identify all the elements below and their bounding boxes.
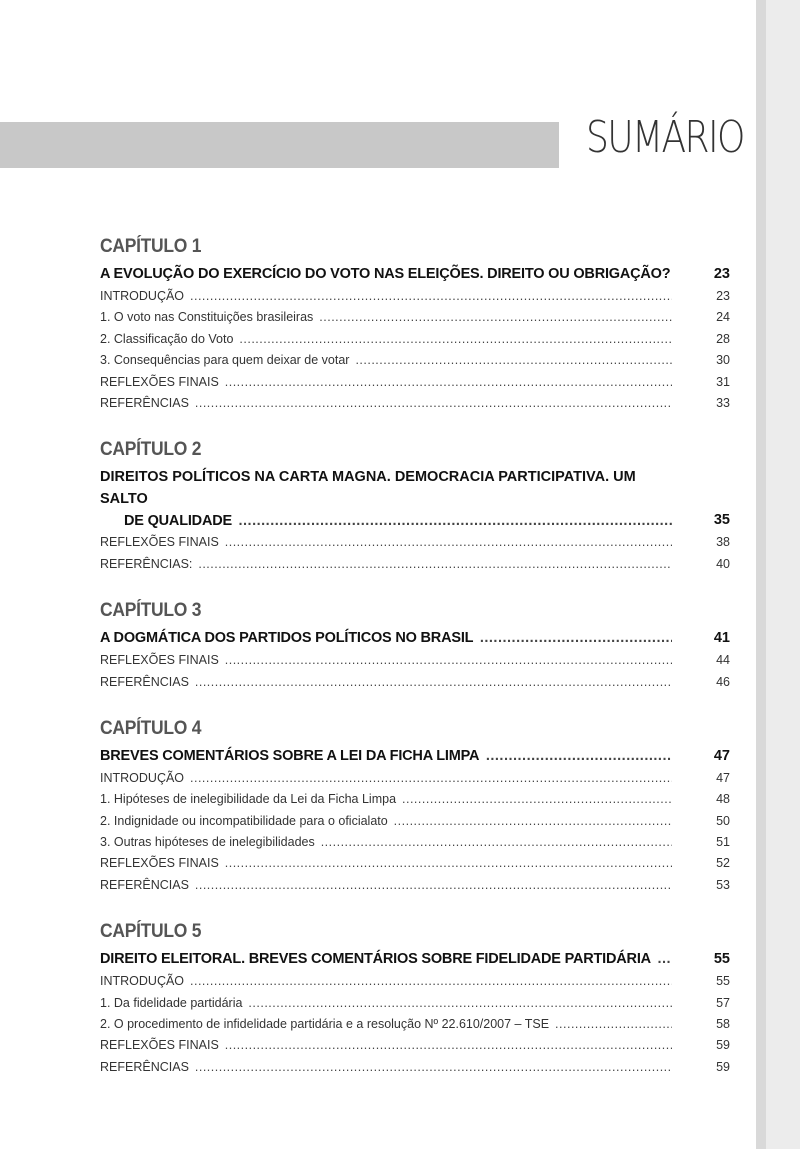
entry-text: 3. Outras hipóteses de inelegibilidades <box>100 835 315 850</box>
dot-leader <box>244 996 672 1010</box>
toc-entry[interactable] <box>100 993 730 1014</box>
dot-leader <box>317 835 672 849</box>
toc-entry[interactable] <box>100 1035 730 1056</box>
chapter-title: DIREITO ELEITORAL. BREVES COMENTÁRIOS SOBRE FIDELIDADE PARTIDÁRIA <box>100 951 651 968</box>
page-number: 59 <box>716 1059 730 1074</box>
chapter-title-entry[interactable] <box>100 948 730 971</box>
page-number: 59 <box>716 1038 730 1053</box>
page-number: 44 <box>716 653 730 668</box>
entry-text: 1. Da fidelidade partidária <box>100 995 243 1010</box>
chapter-3 <box>100 599 730 693</box>
page-number: 33 <box>716 395 730 410</box>
entry-text: INTRODUÇÃO <box>100 974 185 989</box>
page-number: 47 <box>713 747 730 764</box>
page-number: 23 <box>716 288 730 303</box>
entry-text: 1. O voto nas Constituições brasileiras <box>100 310 314 325</box>
toc-entry[interactable] <box>100 372 730 393</box>
dot-leader <box>315 310 672 324</box>
page-number: 52 <box>716 856 730 871</box>
entry-text: REFERÊNCIAS: <box>100 556 193 571</box>
entry-text: INTRODUÇÃO <box>100 770 185 785</box>
dot-leader <box>475 630 672 646</box>
toc-entry[interactable] <box>100 350 730 371</box>
dot-leader <box>221 1038 672 1052</box>
page-number: 41 <box>713 630 730 647</box>
dot-leader <box>191 1060 672 1074</box>
page-number: 55 <box>713 951 730 968</box>
chapter-title-entry[interactable] <box>100 263 730 286</box>
dot-leader <box>351 353 672 367</box>
chapter-label: CAPÍTULO 5 <box>100 921 202 943</box>
entry-text: 3. Consequências para quem deixar de votar <box>100 353 350 368</box>
toc-entry[interactable] <box>100 875 730 896</box>
dot-leader <box>191 878 672 892</box>
page-number: 47 <box>716 770 730 785</box>
chapter-label: CAPÍTULO 3 <box>100 600 202 622</box>
page-number: 40 <box>716 556 730 571</box>
entry-text: REFERÊNCIAS <box>100 1059 189 1074</box>
toc-entry[interactable] <box>100 650 730 671</box>
entry-text: 1. Hipóteses de inelegibilidade da Lei da Ficha Limpa <box>100 792 397 807</box>
page-number: 57 <box>716 995 730 1010</box>
toc-entry[interactable] <box>100 768 730 789</box>
dot-leader <box>235 332 672 346</box>
entry-text: 2. O procedimento de infidelidade partidária e a resolução Nº 22.610/2007 – TSE <box>100 1017 550 1032</box>
toc-entry[interactable] <box>100 853 730 874</box>
entry-text: REFERÊNCIAS <box>100 877 189 892</box>
page-number: 55 <box>716 974 730 989</box>
dot-leader <box>221 535 672 549</box>
page-number: 58 <box>716 1017 730 1032</box>
page-title: SUMÁRIO <box>586 112 744 163</box>
page-number: 48 <box>716 792 730 807</box>
toc-entry[interactable] <box>100 832 730 853</box>
chapter-4 <box>100 717 730 896</box>
dot-leader <box>186 974 672 988</box>
page-number: 35 <box>713 512 730 529</box>
dot-leader <box>186 771 672 785</box>
entry-text: 2. Indignidade ou incompatibilidade para o oficialato <box>100 813 388 828</box>
page-number: 46 <box>716 674 730 689</box>
page-number: 38 <box>716 535 730 550</box>
entry-text: REFLEXÕES FINAIS <box>100 1038 219 1053</box>
dot-leader <box>191 675 672 689</box>
entry-text: REFLEXÕES FINAIS <box>100 653 219 668</box>
dot-leader <box>191 396 672 410</box>
dot-leader <box>186 289 672 303</box>
entry-text: REFLEXÕES FINAIS <box>100 535 219 550</box>
title-band <box>0 122 559 168</box>
dot-leader <box>390 814 672 828</box>
toc-entry[interactable] <box>100 971 730 992</box>
dot-leader <box>221 653 672 667</box>
page-number: 28 <box>716 331 730 346</box>
entry-text: INTRODUÇÃO <box>100 288 185 303</box>
dot-leader <box>221 856 672 870</box>
toc-entry[interactable] <box>100 672 730 693</box>
dot-leader <box>398 792 672 806</box>
entry-text: REFLEXÕES FINAIS <box>100 374 219 389</box>
chapter-title: BREVES COMENTÁRIOS SOBRE A LEI DA FICHA LIMPA <box>100 747 480 764</box>
chapter-title-entry[interactable] <box>100 466 730 532</box>
page-number: 30 <box>716 353 730 368</box>
toc-entry[interactable] <box>100 286 730 307</box>
entry-text: 2. Classificação do Voto <box>100 331 234 346</box>
page-number: 31 <box>716 374 730 389</box>
entry-text: REFERÊNCIAS <box>100 395 189 410</box>
toc-entry[interactable] <box>100 307 730 328</box>
chapter-label: CAPÍTULO 2 <box>100 439 202 461</box>
page-number: 50 <box>716 813 730 828</box>
toc-entry[interactable] <box>100 554 730 575</box>
page-number: 53 <box>716 877 730 892</box>
page-number: 24 <box>716 310 730 325</box>
entry-text: REFERÊNCIAS <box>100 674 189 689</box>
page-number: 23 <box>713 266 730 282</box>
chapter-label: CAPÍTULO 4 <box>100 717 202 739</box>
chapter-5 <box>100 920 730 1078</box>
toc-entry[interactable] <box>100 329 730 350</box>
chapter-2 <box>100 438 730 575</box>
dot-leader <box>234 513 672 529</box>
chapter-1 <box>100 235 730 414</box>
page-edge-strip <box>756 0 800 1149</box>
entry-text: REFLEXÕES FINAIS <box>100 856 219 871</box>
toc-entry[interactable] <box>100 532 730 553</box>
toc-entry[interactable] <box>100 811 730 832</box>
chapter-title: A DOGMÁTICA DOS PARTIDOS POLÍTICOS NO BRASIL <box>100 630 474 647</box>
toc-entry[interactable] <box>100 393 730 414</box>
chapter-label: CAPÍTULO 1 <box>100 236 202 257</box>
chapter-title-line-1: DIREITOS POLÍTICOS NA CARTA MAGNA. DEMOCRACIA PARTICIPATIVA. UM SALTO <box>100 469 636 508</box>
toc-entry[interactable] <box>100 1057 730 1078</box>
dot-leader <box>194 557 672 571</box>
chapter-title: A EVOLUÇÃO DO EXERCÍCIO DO VOTO NAS ELEIÇÕES. DIREITO OU OBRIGAÇÃO? <box>100 266 671 282</box>
dot-leader <box>653 951 672 967</box>
toc-entry[interactable] <box>100 789 730 810</box>
chapter-title-entry[interactable] <box>100 627 730 650</box>
chapter-title-entry[interactable] <box>100 745 730 768</box>
chapter-title-line-2: DE QUALIDADE <box>124 513 232 530</box>
table-of-contents <box>100 235 730 1102</box>
dot-leader <box>551 1017 672 1031</box>
toc-entry[interactable] <box>100 1014 730 1035</box>
dot-leader <box>481 748 672 764</box>
page-number: 51 <box>716 835 730 850</box>
dot-leader <box>221 375 672 389</box>
